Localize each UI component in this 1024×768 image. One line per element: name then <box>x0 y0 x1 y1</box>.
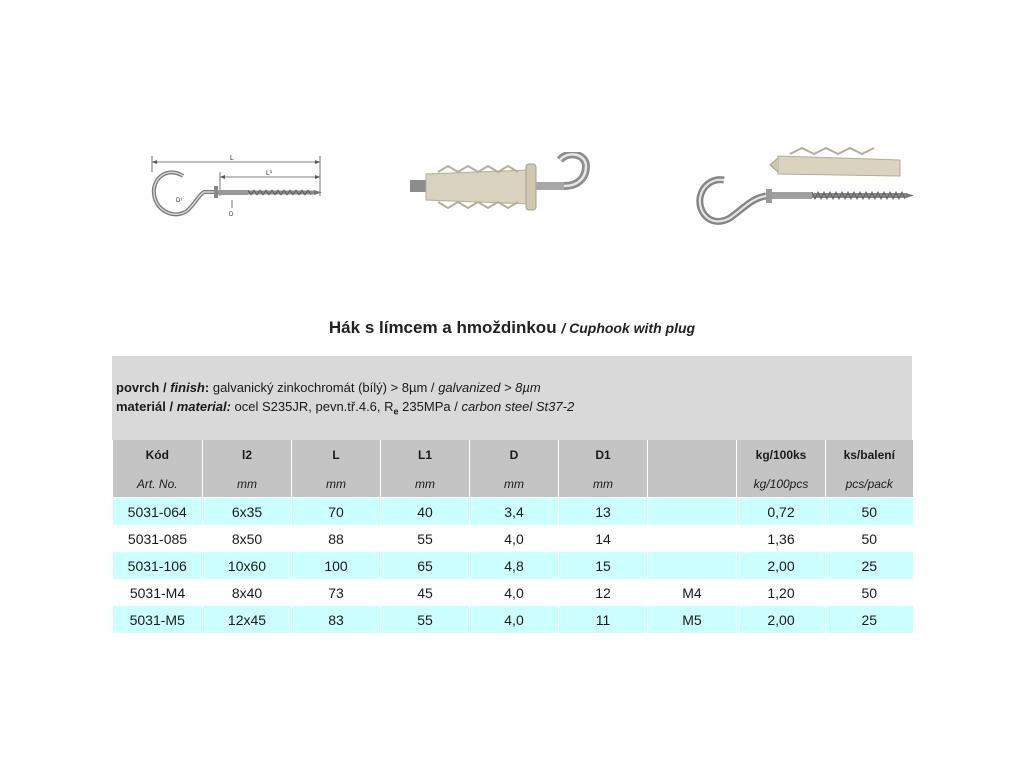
table-row <box>113 606 913 633</box>
unit-weight: kg/100pcs <box>737 470 826 498</box>
product-images <box>0 0 1024 300</box>
header-pack-qty: ks/balení <box>826 440 913 470</box>
header-l2: l2 <box>203 440 292 470</box>
cell-weight: 1,20 <box>737 579 826 606</box>
cell-code: 5031-M5 <box>113 606 203 633</box>
cell-length-l1: 45 <box>381 579 470 606</box>
hook-with-plug-photo <box>408 152 636 230</box>
cell-diameter-d1: 11 <box>559 606 648 633</box>
material-label-en: material: <box>176 399 231 414</box>
header-length-l: L <box>292 440 381 470</box>
cell-code: 5031-085 <box>113 525 203 552</box>
material-value-en: carbon steel St37-2 <box>461 399 575 414</box>
material-value-cz: ocel S235JR, pevn.tř.4.6, $R_e$ 235MPa / <box>234 399 458 417</box>
unit-l2: mm <box>203 470 292 498</box>
unit-diameter-d: mm <box>470 470 559 498</box>
cell-weight: 0,72 <box>737 498 826 526</box>
finish-line: povrch / finish: galvanický zinkochromát (bílý) > 8µm / galvanized > 8µm <box>116 380 541 395</box>
header-row <box>113 440 913 470</box>
finish-label-cz: povrch / <box>116 380 167 395</box>
cell-diameter-d1: 12 <box>559 579 648 606</box>
cell-l2: 6x35 <box>203 498 292 526</box>
cell-length-l1: 55 <box>381 606 470 633</box>
cell-diameter-d1: 13 <box>559 498 648 526</box>
cell-length-l: 73 <box>292 579 381 606</box>
cell-code: 5031-106 <box>113 552 203 579</box>
cell-diameter-d: 4,8 <box>470 552 559 579</box>
finish-value-en: galvanized > 8µm <box>438 380 541 395</box>
table-row <box>113 498 913 526</box>
cell-length-l1: 55 <box>381 525 470 552</box>
page-title <box>0 318 1024 338</box>
table-row <box>113 525 913 552</box>
cell-length-l1: 65 <box>381 552 470 579</box>
cell-pack-qty: 50 <box>826 579 913 606</box>
unit-code: Art. No. <box>113 470 203 498</box>
material-label-cz: materiál / <box>116 399 174 414</box>
title-czech: Hák s límcem a hmoždinkou <box>328 318 557 337</box>
table-row <box>113 579 913 606</box>
dim-D1-label: D¹ <box>176 198 183 204</box>
cell-pack-qty: 50 <box>826 498 913 526</box>
hook-and-plug-photo <box>694 146 914 226</box>
units-row <box>113 470 913 498</box>
header-length-l1: L1 <box>381 440 470 470</box>
header-weight: kg/100ks <box>737 440 826 470</box>
cell-thread <box>648 552 737 579</box>
unit-length-l1: mm <box>381 470 470 498</box>
cell-thread: M5 <box>648 606 737 633</box>
cell-l2: 10x60 <box>203 552 292 579</box>
material-line <box>116 397 912 422</box>
table-row <box>113 552 913 579</box>
cell-code: 5031-064 <box>113 498 203 526</box>
cell-weight: 1,36 <box>737 525 826 552</box>
cell-l2: 8x40 <box>203 579 292 606</box>
header-thread <box>648 440 737 470</box>
dim-L-label: L <box>230 155 234 162</box>
cell-length-l: 70 <box>292 498 381 526</box>
title-english: / Cuphook with plug <box>561 320 696 336</box>
cell-diameter-d: 3,4 <box>470 498 559 526</box>
dim-D-label: D <box>229 212 234 218</box>
cell-diameter-d: 4,0 <box>470 579 559 606</box>
material-subscript: e <box>393 406 399 417</box>
cell-length-l1: 40 <box>381 498 470 526</box>
hook-dimension-diagram <box>148 150 323 232</box>
cell-pack-qty: 25 <box>826 552 913 579</box>
unit-pack-qty: pcs/pack <box>826 470 913 498</box>
cell-diameter-d1: 15 <box>559 552 648 579</box>
cell-l2: 8x50 <box>203 525 292 552</box>
cell-length-l: 88 <box>292 525 381 552</box>
cell-diameter-d1: 14 <box>559 525 648 552</box>
cell-diameter-d: 4,0 <box>470 525 559 552</box>
cell-thread <box>648 525 737 552</box>
cell-weight: 2,00 <box>737 552 826 579</box>
unit-diameter-d1: mm <box>559 470 648 498</box>
header-diameter-d: D <box>470 440 559 470</box>
finish-value-cz: galvanický zinkochromát (bílý) > 8µm / <box>212 380 435 395</box>
cell-thread <box>648 498 737 526</box>
cell-pack-qty: 50 <box>826 525 913 552</box>
header-code: Kód <box>113 440 203 470</box>
cell-length-l: 100 <box>292 552 381 579</box>
unit-thread <box>648 470 737 498</box>
cell-diameter-d: 4,0 <box>470 606 559 633</box>
cell-length-l: 83 <box>292 606 381 633</box>
header-diameter-d1: D1 <box>559 440 648 470</box>
specification-box <box>112 356 912 440</box>
cell-code: 5031-M4 <box>113 579 203 606</box>
dim-L1-label: L¹ <box>266 170 273 177</box>
unit-length-l: mm <box>292 470 381 498</box>
finish-label-en: finish <box>170 380 205 395</box>
cell-l2: 12x45 <box>203 606 292 633</box>
product-table <box>112 440 913 633</box>
cell-weight: 2,00 <box>737 606 826 633</box>
cell-thread: M4 <box>648 579 737 606</box>
cell-pack-qty: 25 <box>826 606 913 633</box>
